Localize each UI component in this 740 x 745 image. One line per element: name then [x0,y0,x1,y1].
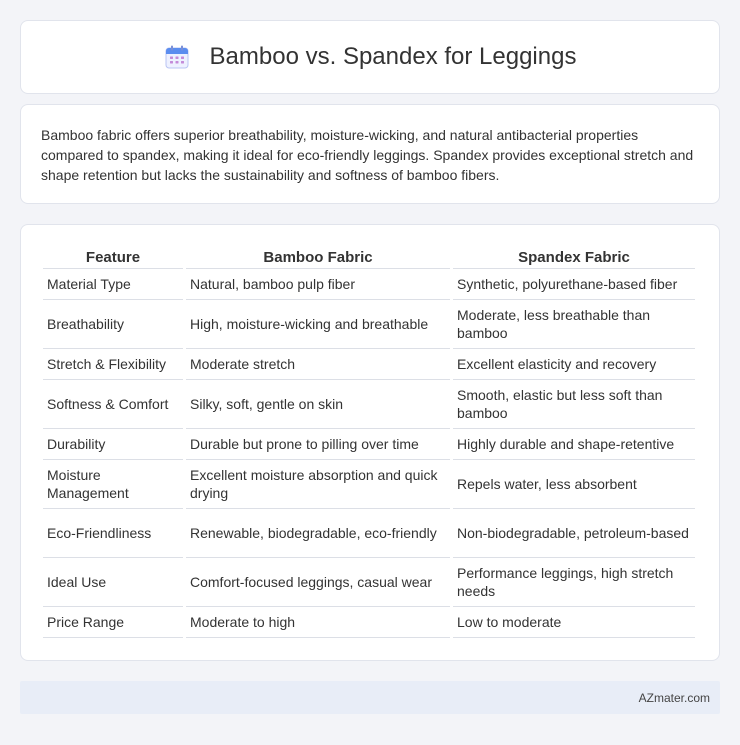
comparison-table-card [20,224,720,661]
cell-feature: Price Range [43,607,183,638]
cell-spandex: Smooth, elastic but less soft than bamboo [453,380,695,429]
intro-paragraph: Bamboo fabric offers superior breathability, moisture-wicking, and natural antibacterial properties compared to spandex, making it ideal for eco-friendly leggings. Spandex provides exceptional stretch and shape retention but lacks the sustainability and softness of bamboo fibers. [41,127,694,183]
title-card [20,20,720,94]
cell-feature: Stretch & Flexibility [43,349,183,380]
table-row [43,429,695,460]
cell-bamboo: Silky, soft, gentle on skin [186,380,450,429]
table-header-row [43,245,695,269]
cell-feature: Moisture Management [43,460,183,509]
cell-spandex: Repels water, less absorbent [453,460,695,509]
header-bamboo: Bamboo Fabric [186,245,450,269]
cell-bamboo: High, moisture-wicking and breathable [186,300,450,349]
table-row [43,460,695,509]
table-row [43,269,695,300]
cell-feature: Breathability [43,300,183,349]
cell-spandex: Excellent elasticity and recovery [453,349,695,380]
cell-feature: Ideal Use [43,558,183,607]
cell-bamboo: Excellent moisture absorption and quick drying [186,460,450,509]
cell-spandex: Low to moderate [453,607,695,638]
cell-feature: Eco-Friendliness [43,509,183,558]
cell-bamboo: Durable but prone to pilling over time [186,429,450,460]
cell-bamboo: Moderate to high [186,607,450,638]
comparison-table [40,245,698,638]
cell-spandex: Moderate, less breathable than bamboo [453,300,695,349]
cell-spandex: Synthetic, polyurethane-based fiber [453,269,695,300]
cell-bamboo: Comfort-focused leggings, casual wear [186,558,450,607]
table-row [43,509,695,558]
cell-spandex: Performance leggings, high stretch needs [453,558,695,607]
cell-feature: Softness & Comfort [43,380,183,429]
intro-card [20,104,720,204]
cell-feature: Durability [43,429,183,460]
table-row [43,380,695,429]
page-title: Bamboo vs. Spandex for Leggings [209,43,577,70]
footer-bar [20,681,720,714]
cell-spandex: Highly durable and shape-retentive [453,429,695,460]
header-spandex: Spandex Fabric [453,245,695,269]
cell-bamboo: Natural, bamboo pulp fiber [186,269,450,300]
table-row [43,558,695,607]
calendar-icon [164,44,190,70]
cell-bamboo: Moderate stretch [186,349,450,380]
cell-feature: Material Type [43,269,183,300]
cell-bamboo: Renewable, biodegradable, eco-friendly [186,509,450,558]
table-row [43,349,695,380]
cell-spandex: Non-biodegradable, petroleum-based [453,509,695,558]
footer-site-name: AZmater.com [638,690,710,705]
table-row [43,607,695,638]
header-feature: Feature [43,245,183,269]
table-row [43,300,695,349]
